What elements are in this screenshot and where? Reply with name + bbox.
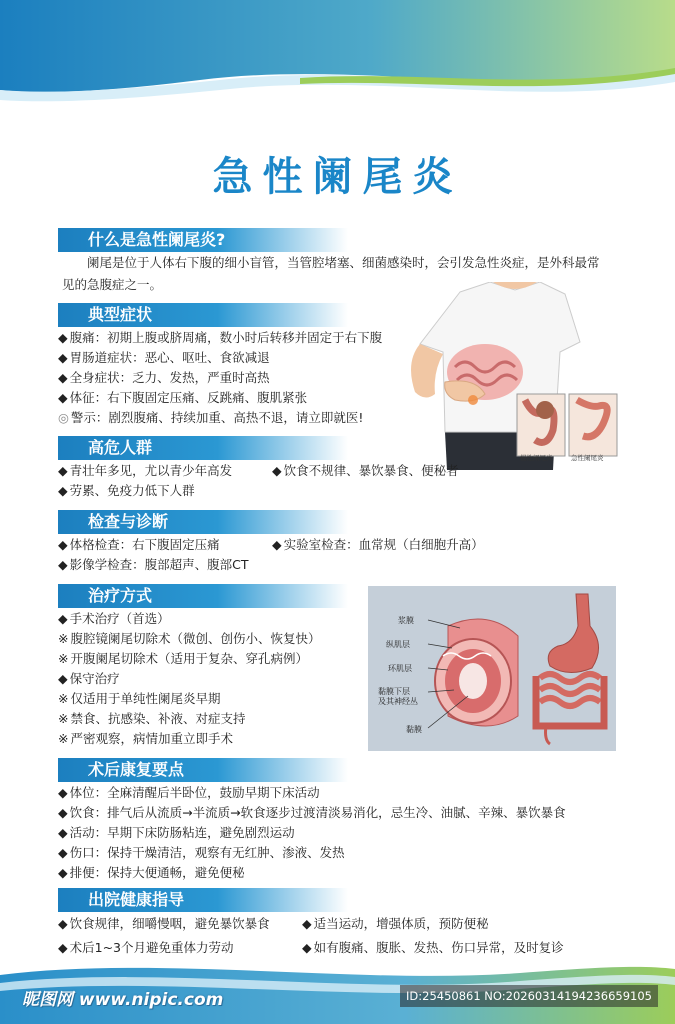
caption-acute: 急性阑尾炎	[571, 454, 604, 462]
section-header-discharge: 出院健康指导	[58, 888, 348, 912]
section-header-what: 什么是急性阑尾炎?	[58, 228, 348, 252]
watermark-site: 昵图网 www.nipic.com	[22, 990, 224, 1010]
section-header-risk: 高危人群	[58, 436, 348, 460]
recovery-item: ◆ 饮食：排气后从流质→半流质→软食逐步过渡清淡易消化，忌生冷、油腻、辛辣、暴饮暴食	[58, 805, 566, 820]
section-header-treatment: 治疗方式	[58, 584, 348, 608]
symptom-item: ◆ 胃肠道症状：恶心、呕吐、食欲减退	[58, 350, 270, 365]
symptom-item: ◆ 体征：右下腹固定压痛、反跳痛、腹肌紧张	[58, 390, 308, 405]
treatment-item: ◆ 手术治疗（首选）	[58, 611, 170, 626]
recovery-item: ◆ 排便：保持大便通畅，避免便秘	[58, 865, 245, 880]
caption-chronic: 慢性阑尾炎	[520, 454, 553, 462]
label-submucosa: 黏膜下层	[378, 687, 410, 696]
recovery-item: ◆ 伤口：保持干燥清洁，观察有无红肿、渗液、发热	[58, 845, 345, 860]
risk-item: ◆ 饮食不规律、暴饮暴食、便秘者	[272, 463, 459, 478]
treatment-item: ◆ 保守治疗	[58, 671, 120, 686]
treatment-item: ※ 严密观察，病情加重立即手术	[58, 731, 233, 746]
section-header-exam: 检查与诊断	[58, 510, 348, 534]
top-wave-decoration	[0, 0, 675, 110]
page-title: 急性阑尾炎	[212, 154, 463, 200]
symptom-warning: ◎ 警示：剧烈腹痛、持续加重、高热不退，请立即就医!	[58, 410, 364, 425]
exam-item: ◆ 实验室检查：血常规（白细胞升高）	[272, 537, 484, 552]
label-mucosa: 黏膜	[406, 725, 422, 734]
what-text-line2: 见的急腹症之一。	[62, 277, 163, 292]
what-text-line1: 阑尾是位于人体右下腹的细小盲管，当管腔堵塞、细菌感染时，会引发急性炎症，是外科最常	[87, 255, 600, 270]
exam-item: ◆ 体格检查：右下腹固定压痛	[58, 537, 220, 552]
discharge-item: ◆ 如有腹痛、腹胀、发热、伤口异常，及时复诊	[302, 940, 564, 955]
risk-item: ◆ 青壮年多见，尤以青少年高发	[58, 463, 233, 478]
section-header-recovery: 术后康复要点	[58, 758, 348, 782]
symptom-item: ◆ 腹痛：初期上腹或脐周痛，数小时后转移并固定于右下腹	[58, 330, 383, 345]
exam-item: ◆ 影像学检查：腹部超声、腹部CT	[58, 557, 249, 572]
discharge-item: ◆ 术后1~3个月避免重体力劳动	[58, 940, 234, 955]
section-header-symptoms: 典型症状	[58, 303, 348, 327]
abdominal-pain-illustration	[405, 282, 625, 470]
risk-item: ◆ 劳累、免疫力低下人群	[58, 483, 195, 498]
treatment-item: ※ 仅适用于单纯性阑尾炎早期	[58, 691, 221, 706]
recovery-item: ◆ 体位：全麻清醒后半卧位，鼓励早期下床活动	[58, 785, 320, 800]
label-longitudinal-muscle: 纵肌层	[386, 640, 410, 649]
symptom-item: ◆ 全身症状：乏力、发热，严重时高热	[58, 370, 270, 385]
recovery-item: ◆ 活动：早期下床防肠粘连，避免剧烈运动	[58, 825, 295, 840]
label-circular-muscle: 环肌层	[388, 664, 412, 673]
treatment-item: ※ 开腹阑尾切除术（适用于复杂、穿孔病例）	[58, 651, 308, 666]
discharge-item: ◆ 适当运动，增强体质，预防便秘	[302, 916, 489, 931]
treatment-item: ※ 腹腔镜阑尾切除术（微创、创伤小、恢复快）	[58, 631, 321, 646]
watermark-id: ID:25450861 NO:20260314194236659105	[400, 985, 658, 1007]
label-serosa: 浆膜	[398, 616, 414, 625]
appendix-anatomy-diagram	[368, 586, 616, 751]
treatment-item: ※ 禁食、抗感染、补液、对症支持	[58, 711, 246, 726]
discharge-item: ◆ 饮食规律，细嚼慢咽，避免暴饮暴食	[58, 916, 270, 931]
label-nerve-plexus: 及其神经丛	[378, 697, 418, 706]
